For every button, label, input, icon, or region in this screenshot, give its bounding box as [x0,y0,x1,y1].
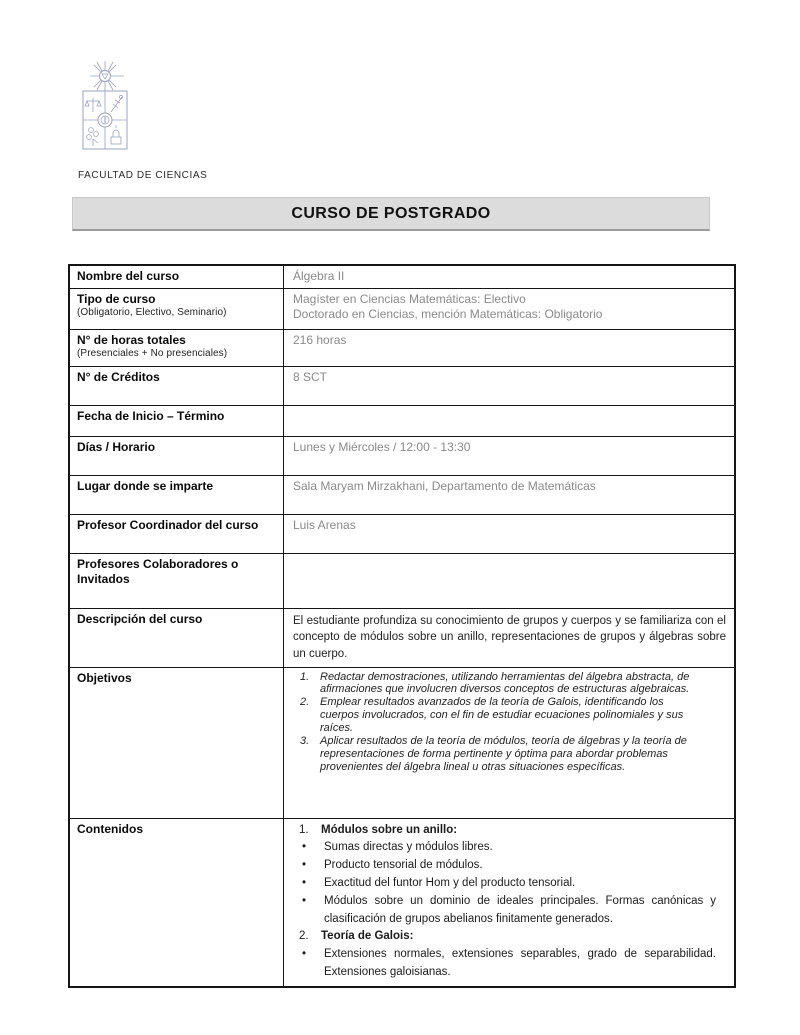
total-hours-value: 216 horas [293,332,347,347]
course-name-value: Álgebra II [293,269,345,283]
contents-section-heading [296,822,718,840]
row-label: N° de Créditos [70,367,284,405]
table-row [70,405,734,436]
dates-value [284,406,734,436]
row-label: Lugar donde se imparte [70,476,284,514]
coordinator-value: Luis Arenas [293,517,356,532]
section-number: 1. [299,823,309,836]
credits-value: 8 SCT [293,369,328,384]
contents-bullet-item [296,839,718,857]
course-info-table [68,264,736,988]
table-row [70,329,734,366]
contents-bullet-item [296,857,718,875]
row-sublabel: (Obligatorio, Electivo, Seminario) [77,306,227,318]
contents-bullet-item [296,946,718,982]
objective-text: Emplear resultados avanzados de la teoría de Galois, identificando los cuerpos involucrados, con el fin de estudiar ecuaciones polinomiales y sus raíces. [320,696,684,735]
course-type-line: Magíster en Ciencias Matemáticas: Electivo [293,291,526,306]
table-row [70,475,734,514]
bullet-icon: • [302,894,307,907]
section-number: 2. [299,930,309,943]
row-label-text: N° de horas totales [77,332,186,347]
row-label [70,330,284,366]
contents-bullet-item [296,875,718,893]
university-crest-logo [74,60,136,168]
location-value: Sala Maryam Mirzakhani, Departamento de Matemáticas [293,478,596,493]
bullet-icon: • [302,948,307,961]
row-label: Contenidos [70,819,284,986]
course-type-line: Doctorado en Ciencias, mención Matemáticas: Obligatorio [293,307,603,322]
description-paragraph: El estudiante profundiza su conocimiento de grupos y cuerpos y se familiariza con el concepto de módulos sobre un anillo, representaciones de grupos y álgebras sobre un cuerpo. [293,614,726,660]
bullet-text: Producto tensorial de módulos. [324,859,483,872]
row-label [70,289,284,329]
table-row [70,288,734,329]
objective-number: 2. [300,696,310,709]
faculty-name: FACULTAD DE CIENCIAS [78,170,208,181]
row-label: Nombre del curso [70,266,284,288]
shield-outline [83,91,127,149]
sunburst-icon [90,61,124,91]
row-label: Profesor Coordinador del curso [70,515,284,553]
table-row [70,667,734,818]
objective-text: Aplicar resultados de la teoría de módulos, teoría de álgebras y la teoría de representaciones de forma pertinente y óptima para abordar problemas provenientes del álgebra lineal u otras situaciones específicas. [320,734,687,773]
bullet-text: Exactitud del funtor Hom y del producto tensorial. [324,877,576,890]
table-row [70,553,734,608]
course-type-value [284,289,734,329]
table-row [70,366,734,405]
table-row [70,266,734,288]
title-banner [72,197,710,231]
contents-section-heading [296,928,718,946]
schedule-value: Lunes y Miércoles / 12:00 - 13:30 [293,439,471,454]
bullet-icon: • [302,841,307,854]
collaborators-value [284,554,734,608]
section-heading-text: Teoría de Galois: [321,930,414,943]
bullet-text: Sumas directas y módulos libres. [324,841,493,854]
table-row [70,436,734,475]
row-label-text: Tipo de curso [77,291,156,306]
objectives-list [284,668,734,818]
row-label: Objetivos [70,668,284,818]
bullet-text: Módulos sobre un dominio de ideales principales. Formas canónicas y clasificación de grupos abelianos finitamente generados. [324,894,716,925]
bullet-icon: • [302,877,307,890]
contents-list [284,819,734,986]
row-label: Fecha de Inicio – Término [70,406,284,436]
bullet-icon: • [302,859,307,872]
page-title: CURSO DE POSTGRADO [291,204,491,222]
row-sublabel: (Presenciales + No presenciales) [77,347,228,359]
row-label: Descripción del curso [70,609,284,667]
objective-number: 3. [300,734,310,747]
objective-item [296,735,718,774]
objective-item [296,671,718,697]
row-label: Días / Horario [70,437,284,475]
section-heading-text: Módulos sobre un anillo: [321,823,458,836]
table-row [70,608,734,667]
table-row [70,818,734,986]
row-label: Profesores Colaboradores o Invitados [70,554,284,608]
objective-item [296,696,718,735]
contents-bullet-item [296,893,718,929]
objective-text: Redactar demostraciones, utilizando herramientas del álgebra abstracta, de afirmaciones que involucren diversos conceptos de estructuras algebraicas. [320,670,690,696]
table-row [70,514,734,553]
bullet-text: Extensiones normales, extensiones separables, grado de separabilidad. Extensiones galoisianas. [324,948,716,979]
objective-number: 1. [300,670,310,683]
